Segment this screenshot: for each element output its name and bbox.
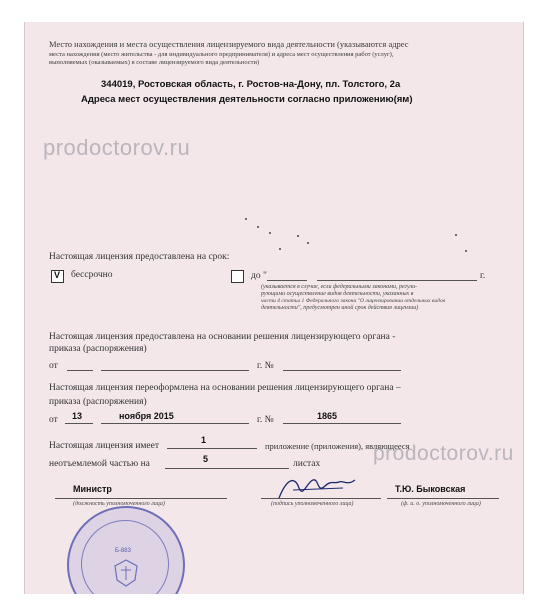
signer-title: Министр <box>73 484 112 494</box>
address-appendix-note: Адреса мест осуществления деятельности согласно приложению(ям) <box>81 94 413 105</box>
term-label: Настоящая лицензия предоставлена на срок: <box>49 252 230 262</box>
license-sheet <box>24 22 524 594</box>
official-seal <box>67 506 185 594</box>
watermark: prodoctorov.ru <box>373 442 514 465</box>
term-note-line: рующими осуществление видов деятельности, указанных в <box>261 291 414 297</box>
seal-number: Б-883 <box>115 548 131 554</box>
signer-name: Т.Ю. Быковская <box>395 484 466 494</box>
license-address: 344019, Ростовская область, г. Ростов-на-Дону, пл. Толстого, 2а <box>101 79 401 90</box>
signer-name-caption: (ф. и. о. уполномоченного лица) <box>401 501 481 507</box>
signature-caption: (подпись уполномоченного лица) <box>271 501 354 507</box>
appendix-label: приложение (приложения), являющееся <box>265 441 410 451</box>
term-until-checkbox <box>231 270 244 283</box>
term-indefinite-checkbox <box>51 270 64 283</box>
checkbox-mark: V <box>54 270 61 280</box>
header-text-line: Место нахождения и места осуществления лицензируемого вида деятельности (указываются адрес <box>49 39 409 49</box>
reissue-year-no-label: г. № <box>257 415 274 425</box>
appendix-label: Настоящая лицензия имеет <box>49 441 160 451</box>
term-until-label: до " <box>251 271 267 281</box>
watermark: prodoctorov.ru <box>43 135 191 160</box>
reissue-label: приказа (распоряжения) <box>49 397 147 407</box>
term-note-line: (указывается в случае, если федеральными законами, регули- <box>261 284 418 290</box>
term-indefinite-label: бессрочно <box>71 270 113 280</box>
sheets-count: 5 <box>203 454 209 464</box>
basis-from-label: от <box>49 361 58 371</box>
header-text-line: выполняемых (оказываемых) в составе лицензируемого вида деятельности) <box>49 59 260 66</box>
reissue-day: 13 <box>72 411 83 421</box>
term-note-line: части 4 статьи 1 Федерального закона "О лицензировании отдельных видов <box>261 298 446 304</box>
sheets-label: листах <box>293 459 321 469</box>
signer-title-caption: (должность уполномоченного лица) <box>73 501 165 507</box>
term-note-line: деятельности", предусмотрен иной срок действия лицензии) <box>261 305 419 311</box>
basis-label: Настоящая лицензия предоставлена на основании решения лицензирующего органа - <box>49 332 396 342</box>
term-until-year-label: г. <box>480 271 486 281</box>
reissue-number: 1865 <box>317 411 338 421</box>
header-text-line: места нахождения (место жительства - для индивидуального предпринимателя) и адреса мест осуществления работ (услуг), <box>49 51 394 58</box>
reissue-label: Настоящая лицензия переоформлена на основании решения лицензирующего органа – <box>49 383 401 393</box>
basis-year-no-label: г. № <box>257 361 274 371</box>
appendix-count: 1 <box>201 435 207 445</box>
reissue-from-label: от <box>49 415 58 425</box>
appendix-label: неотъемлемой частью на <box>49 459 150 469</box>
basis-label: приказа (распоряжения) <box>49 344 147 354</box>
reissue-month-year: ноября 2015 <box>119 411 174 421</box>
signature <box>273 474 363 504</box>
